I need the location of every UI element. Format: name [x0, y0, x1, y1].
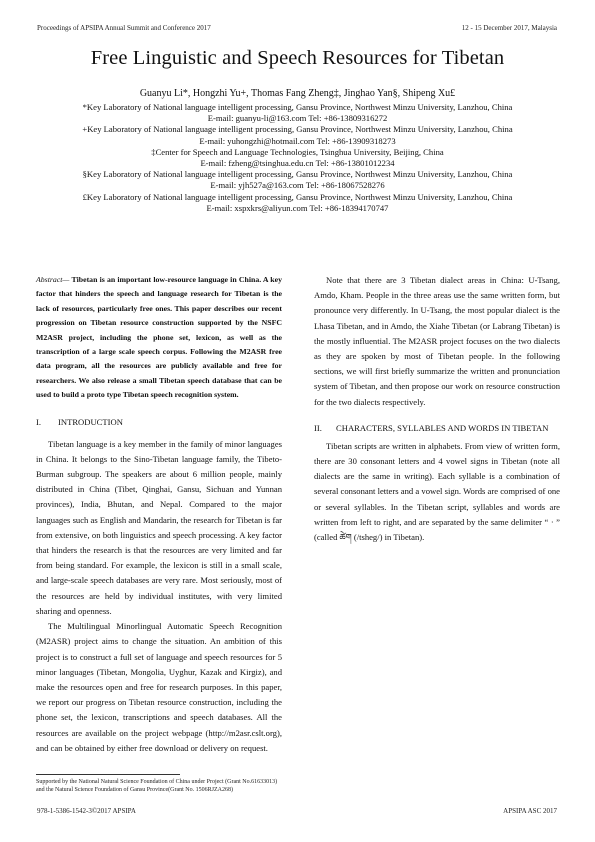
section-number: I. — [36, 416, 42, 427]
affiliation-line: ‡Center for Speech and Language Technologies, Tsinghua University, Beijing, China — [151, 146, 444, 157]
section-heading-introduction — [36, 416, 282, 429]
author-list: Guanyu Li*, Hongzhi Yu+, Thomas Fang Zheng‡, Jinghao Yan§, Shipeng Xu£ — [139, 88, 456, 99]
body-paragraph: Tibetan scripts are written in alphabets. From view of written form, there are 30 consonant letters and 4 vowel signs in Tibetan (note all dialects are the same in writing). Each syllable is a combination of several consonant letters and a vowel sign. Words are comprised of one or several syllables. In the Tibetan script, syllables and words are written from left to right, and are separated by the same delimiter “ · ” (called ཚེག (/tsheg/) in Tibetan). — [314, 440, 560, 543]
footnote-line: and the Natural Science Foundation of Gansu Province(Grant No. 1506RJZA268) — [36, 787, 233, 793]
affiliation-line: *Key Laboratory of National language intelligent processing, Gansu Province, Northwest Minzu University, Lanzhou, China — [82, 102, 513, 112]
affiliation-line: §Key Laboratory of National language intelligent processing, Gansu Province, Northwest Minzu University, Lanzhou, China — [82, 169, 513, 180]
affiliation-contact: E-mail: fzheng@tsinghua.edu.cn Tel: +86-13801012234 — [200, 158, 395, 169]
running-header-left: Proceedings of APSIPA Annual Summit and Conference 2017 — [37, 24, 211, 32]
affiliation-contact: E-mail: xspxkrs@aliyun.com Tel: +86-18394170747 — [206, 202, 389, 213]
paper-title: Free Linguistic and Speech Resources for Tibetan — [90, 47, 505, 69]
abstract-label: Abstract — [36, 275, 63, 284]
section-number: II. — [314, 422, 322, 433]
footnote — [36, 778, 556, 794]
left-column — [36, 273, 282, 756]
abstract — [36, 273, 282, 403]
footnote-line: Supported by the National Natural Science Foundation of China under Project (Grant No.61633013) — [36, 779, 278, 785]
section-title: CHARACTERS, SYLLABLES AND WORDS IN TIBETAN — [336, 422, 549, 433]
right-column — [314, 273, 560, 545]
affiliation-line: £Key Laboratory of National language intelligent processing, Gansu Province, Northwest Minzu University, Lanzhou, China — [82, 191, 513, 202]
running-header-right: 12 - 15 December 2017, Malaysia — [461, 24, 557, 32]
affiliation-contact: E-mail: yuhongzhi@hotmail.com Tel: +86-13909318273 — [199, 135, 396, 146]
abstract-dash: — — [62, 275, 72, 284]
abstract-text: Tibetan is an important low-resource language in China. A key factor that hinders the speech and language research for Tibetan is the lack of resources, particularly free ones. This paper describes our recent progression on Tibetan resource construction supported by the NSFC M2ASR project, including the phone set, lexicon, as well as the transcription of a large scale speech corpus. Following the M2ASR free data program, all the resources are publicly available and free for researchers. We also release a small Tibetan speech database that can be used to build a proto type Tibetan speech recognition system. — [36, 275, 282, 400]
affiliation-contact: E-mail: yjh527a@163.com Tel: +86-18067528276 — [210, 180, 385, 191]
body-paragraph: The Multilingual Minorlingual Automatic Speech Recognition (M2ASR) project aims to change the situation. An ambition of this project is to construct a full set of language and speech resources for 5 minor languages (Tibetan, Mongolia, Uyghur, Kazak and Kirgiz), and make the resources open and free for research purposes. In this paper, we report our progress on Tibetan resource construction, including the phone set, the lexicon, transcriptions and speech databases. All the resources are available on the project webpage (http://m2asr.cslt.org), and can be obtained by either free download or delivery on request. — [36, 621, 282, 753]
affiliations — [30, 102, 565, 214]
body-paragraph: Tibetan language is a key member in the family of minor languages in China. It belongs to the Sino-Tibetan language family, the Tibeto-Burman subgroup. The speakers are about 6 million people, mainly distributed in China (Tibet, Qinghai, Gansu, Sichuan and Yunnan provinces), India, Bhutan, and Nepal. Compared to the major languages such as English and Mandarin, the research for Tibetan is far from extensive, on both linguistics and speech processing. A key factor that hinders the research is that the resources are very limited and far from being standard. For example, the lexicon is still in a small scale, and large-scale speech databases are very rare. Most seriously, most of the resources are held by individual institutes, with very limited sharing and openness. — [36, 438, 282, 616]
affiliation-line: +Key Laboratory of National language intelligent processing, Gansu Province, Northwest Minzu University, Lanzhou, China — [82, 124, 513, 135]
footer-left: 978-1-5386-1542-3©2017 APSIPA — [37, 807, 136, 815]
footnote-rule — [36, 774, 180, 775]
footer-right: APSIPA ASC 2017 — [503, 807, 557, 815]
section-title: INTRODUCTION — [58, 416, 123, 427]
affiliation-contact: E-mail: guanyu-li@163.com Tel: +86-13809316272 — [207, 113, 388, 124]
section-heading-characters — [314, 422, 560, 435]
body-paragraph: Note that there are 3 Tibetan dialect areas in China: U-Tsang, Amdo, Kham. People in the three areas use the same written form, but pronounce very differently. In U-Tsang, the most popular dialect is the Lhasa Tibetan, and in Amdo, the Xiahe Tibetan (or Labrang Tibetan) is the mostly influential. The M2ASR project focuses on the two dialects as they are spoken by most of Tibetan people. In the following sections, we will first briefly summarize the written and pronunciation system of Tibetan, and then propose our work on resource construction for the two dialects respectively. — [314, 275, 560, 407]
